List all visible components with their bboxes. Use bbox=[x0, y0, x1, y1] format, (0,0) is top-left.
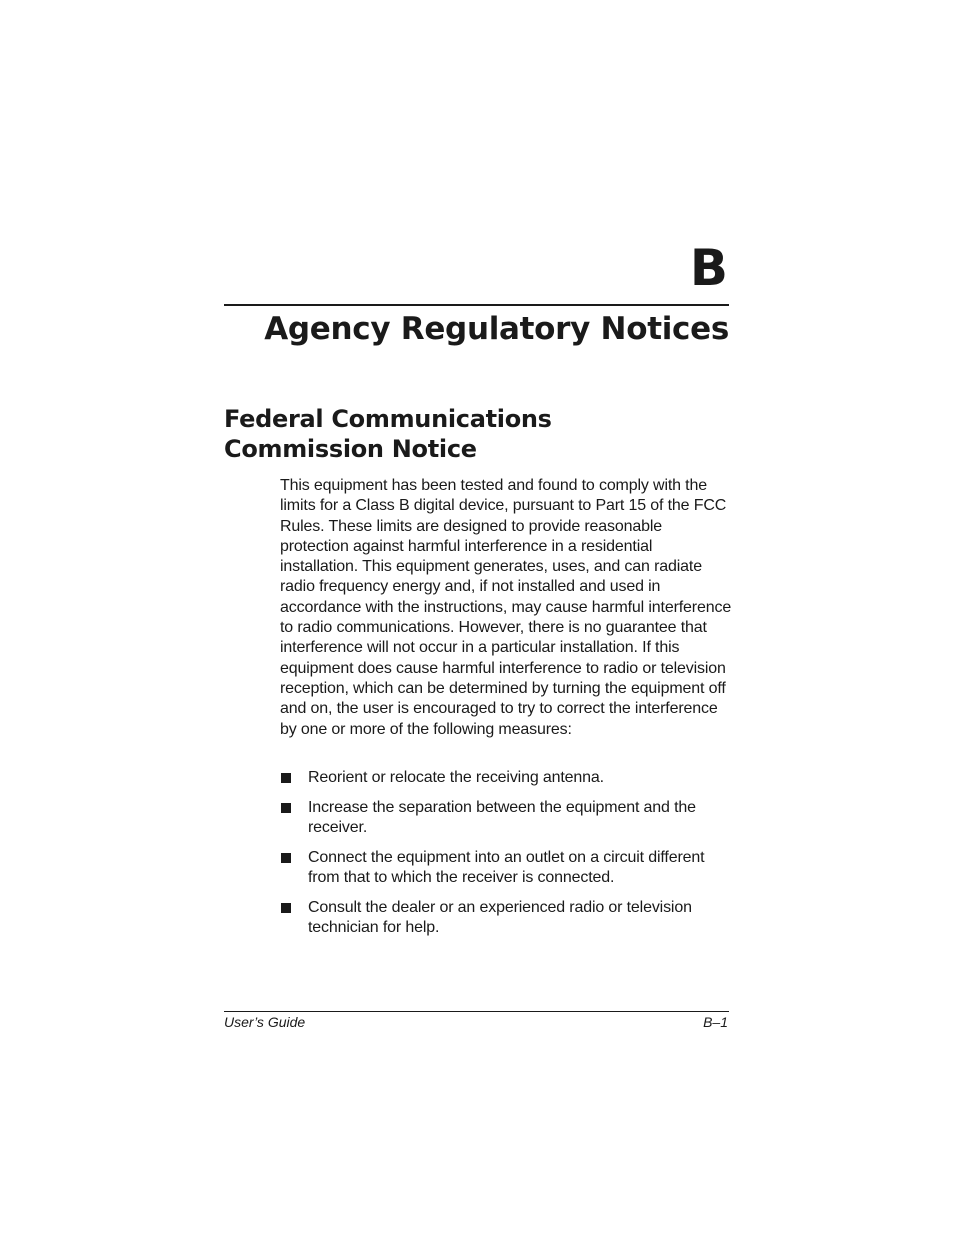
section-title bbox=[224, 404, 644, 464]
footer-guide-title: User’s Guide bbox=[224, 1014, 306, 1030]
square-bullet-icon bbox=[281, 903, 291, 913]
list-item bbox=[280, 768, 732, 788]
list-item bbox=[280, 798, 732, 839]
footer-page-number: B–1 bbox=[703, 1014, 728, 1030]
list-item bbox=[280, 848, 732, 889]
section-body-paragraph: This equipment has been tested and found to comply with the limits for a Class B digital device, pursuant to Part 15 of the FCC Rules. These limits are designed to provide reasonable protection against harmful interference in a residential installation. This equipment generates, uses, and can radiate radio frequency energy and, if not installed and used in accordance with the instructions, may cause harmful interference to radio communications. However, there is no guarantee that interference will not occur in a particular installation. If this equipment does cause harmful interference to radio or television reception, which can be determined by turning the equipment off and on, the user is encouraged to try to correct the interference by one or more of the following measures: bbox=[280, 477, 732, 738]
chapter-title: Agency Regulatory Notices bbox=[264, 311, 729, 347]
square-bullet-icon bbox=[281, 803, 291, 813]
list-item-text: Increase the separation between the equipment and the receiver. bbox=[308, 798, 696, 837]
list-item bbox=[280, 898, 732, 939]
square-bullet-icon bbox=[281, 773, 291, 783]
section-title-line1: Federal Communications bbox=[224, 405, 552, 433]
measures-list bbox=[280, 768, 732, 948]
square-bullet-icon bbox=[281, 853, 291, 863]
chapter-divider bbox=[224, 304, 729, 306]
section-title-line2: Commission Notice bbox=[224, 435, 477, 463]
chapter-letter: B bbox=[689, 239, 728, 297]
list-item-text: Reorient or relocate the receiving antenna. bbox=[308, 769, 604, 786]
list-item-text: Consult the dealer or an experienced radio or television technician for help. bbox=[308, 898, 692, 937]
list-item-text: Connect the equipment into an outlet on a circuit different from that to which the receiver is connected. bbox=[308, 848, 705, 887]
footer-divider bbox=[224, 1011, 729, 1012]
